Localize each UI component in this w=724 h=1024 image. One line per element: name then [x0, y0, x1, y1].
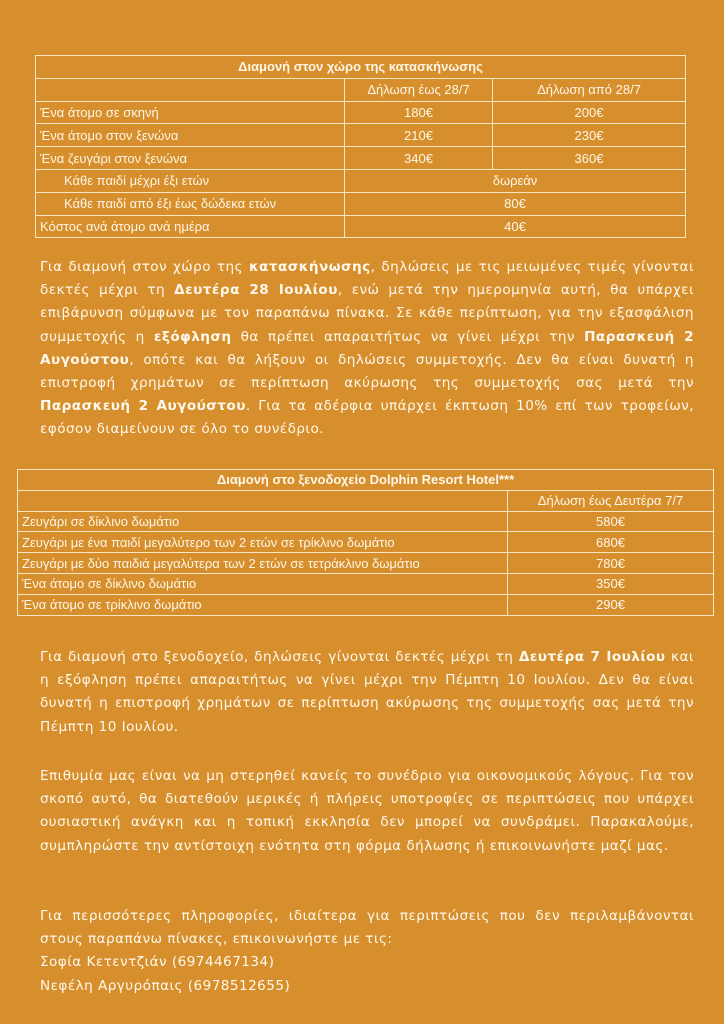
row-label: Ένα άτομο σε σκηνή: [36, 101, 345, 124]
contact-intro: Για περισσότερες πληροφορίες, ιδιαίτερα για περιπτώσεις που δεν περιλαμβάνονται στους παραπάνω πίνακες, επικοινωνήστε με τις:: [40, 908, 694, 948]
bold-text: Παρασκευή 2 Αυγούστου: [40, 398, 246, 415]
hotel-table-title: Διαμονή στο ξενοδοχείο Dolphin Resort Hotel***: [18, 470, 714, 491]
table-row: [18, 594, 714, 615]
text: Για διαμονή στο ξενοδοχείο, δηλώσεις γίνονται δεκτές μέχρι τη: [40, 649, 519, 665]
table-row: [36, 169, 686, 192]
table-header-row: [18, 490, 714, 511]
row-label: Ένα άτομο στον ξενώνα: [36, 124, 345, 147]
row-label: Ένα άτομο σε τρίκλινο δωμάτιο: [18, 594, 508, 615]
price-late: 230€: [493, 124, 686, 147]
contact-section: [40, 905, 694, 998]
table-row: [36, 192, 686, 215]
hotel-price-table: [17, 469, 714, 616]
bold-text: εξόφληση: [153, 328, 232, 345]
table-row: [36, 101, 686, 124]
price: 580€: [508, 511, 714, 532]
price-merged: δωρεάν: [345, 169, 686, 192]
text: και η εξόφληση πρέπει απαραιτήτως να γίνει μέχρι την Πέμπτη 10 Ιουλίου. Δεν θα είναι δυνατή η επιστροφή χρημάτων σε περίπτωση ακύρωσης της συμμετοχής σας μετά την Πέμπτη 10 Ιουλίου.: [40, 649, 694, 735]
price-late: 360€: [493, 147, 686, 170]
header-cell: [18, 490, 508, 511]
price-early: 340€: [345, 147, 493, 170]
header-cell-price: Δήλωση έως Δευτέρα 7/7: [508, 490, 714, 511]
bold-text: Παρασκευή 2 Αυγούστου: [40, 328, 695, 368]
text: , ενώ μετά την ημερομηνία αυτή, θα υπάρχει επιβάρυνση σύμφωνα με τον παραπάνω πίνακα. Σε κάθε περίπτωση, για την εξασφάλιση συμμετοχής η: [40, 282, 695, 345]
camp-table-title: Διαμονή στον χώρο της κατασκήνωσης: [36, 56, 686, 79]
table-row: [18, 573, 714, 594]
camp-price-table: [35, 55, 686, 238]
price: 680€: [508, 532, 714, 553]
text: , δηλώσεις με τις μειωμένες τιμές γίνονται δεκτές μέχρι τη: [40, 259, 694, 299]
header-cell: [36, 78, 345, 101]
table-row: [18, 532, 714, 553]
price-merged: 80€: [345, 192, 686, 215]
table-row: [18, 553, 714, 574]
table-row: [18, 511, 714, 532]
row-label: Ένα άτομο σε δίκλινο δωμάτιο: [18, 573, 508, 594]
price: 780€: [508, 553, 714, 574]
row-label: Κάθε παιδί από έξι έως δώδεκα ετών: [36, 192, 345, 215]
bold-text: Δευτέρα 28 Ιουλίου: [174, 282, 338, 299]
row-label: Κάθε παιδί μέχρι έξι ετών: [36, 169, 345, 192]
text: Για διαμονή στον χώρο της: [40, 259, 249, 275]
price: 350€: [508, 573, 714, 594]
table-title-row: [18, 470, 714, 491]
price: 290€: [508, 594, 714, 615]
camp-info-paragraph: [40, 256, 694, 442]
text: . Για τα αδέρφια υπάρχει έκπτωση 10% επί των τροφείων, εφόσον διαμείνουν σε όλο το συνέδριο.: [40, 398, 695, 438]
header-cell-early: Δήλωση έως 28/7: [345, 78, 493, 101]
row-label: Ζευγάρι με δύο παιδιά μεγαλύτερα των 2 ετών σε τετράκλινο δωμάτιο: [18, 553, 508, 574]
table-header-row: [36, 78, 686, 101]
contact-person: Σοφία Κετεντζιάν (6974467134): [40, 954, 275, 971]
row-label: Κόστος ανά άτομο ανά ημέρα: [36, 215, 345, 238]
contact-person: Νεφέλη Αργυρόπαις (6978512655): [40, 977, 291, 994]
row-label: Ζευγάρι σε δίκλινο δωμάτιο: [18, 511, 508, 532]
text: θα πρέπει απαραιτήτως να γίνει μέχρι την: [231, 328, 585, 345]
table-title-row: [36, 56, 686, 79]
header-cell-late: Δήλωση από 28/7: [493, 78, 686, 101]
row-label: Ένα ζευγάρι στον ξενώνα: [36, 147, 345, 170]
bold-text: κατασκήνωσης: [248, 259, 371, 275]
price-merged: 40€: [345, 215, 686, 238]
bold-text: Δευτέρα 7 Ιουλίου: [518, 649, 666, 665]
price-late: 200€: [493, 101, 686, 124]
hotel-info-paragraph: [40, 646, 694, 739]
price-early: 210€: [345, 124, 493, 147]
scholarship-paragraph: Επιθυμία μας είναι να μη στερηθεί κανείς το συνέδριο για οικονομικούς λόγους. Για τον σκοπό αυτό, θα διατεθούν μερικές ή πλήρεις υποτροφίες σε περιπτώσεις που υπάρχει ουσιαστική ανάγκη και η τοπική εκκλησία δεν μπορεί να συνδράμει. Παρακαλούμε, συμπληρώστε την αντίστοιχη ενότητα στη φόρμα δήλωσης ή επικοινωνήστε μαζί μας.: [40, 768, 694, 854]
table-row: [36, 215, 686, 238]
row-label: Ζευγάρι με ένα παιδί μεγαλύτερο των 2 ετών σε τρίκλινο δωμάτιο: [18, 532, 508, 553]
price-early: 180€: [345, 101, 493, 124]
table-row: [36, 147, 686, 170]
table-row: [36, 124, 686, 147]
text: , οπότε και θα λήξουν οι δηλώσεις συμμετοχής. Δεν θα είναι δυνατή η επιστροφή χρημάτων σε περίπτωση ακύρωσης της συμμετοχής σας μετά την: [40, 351, 694, 392]
